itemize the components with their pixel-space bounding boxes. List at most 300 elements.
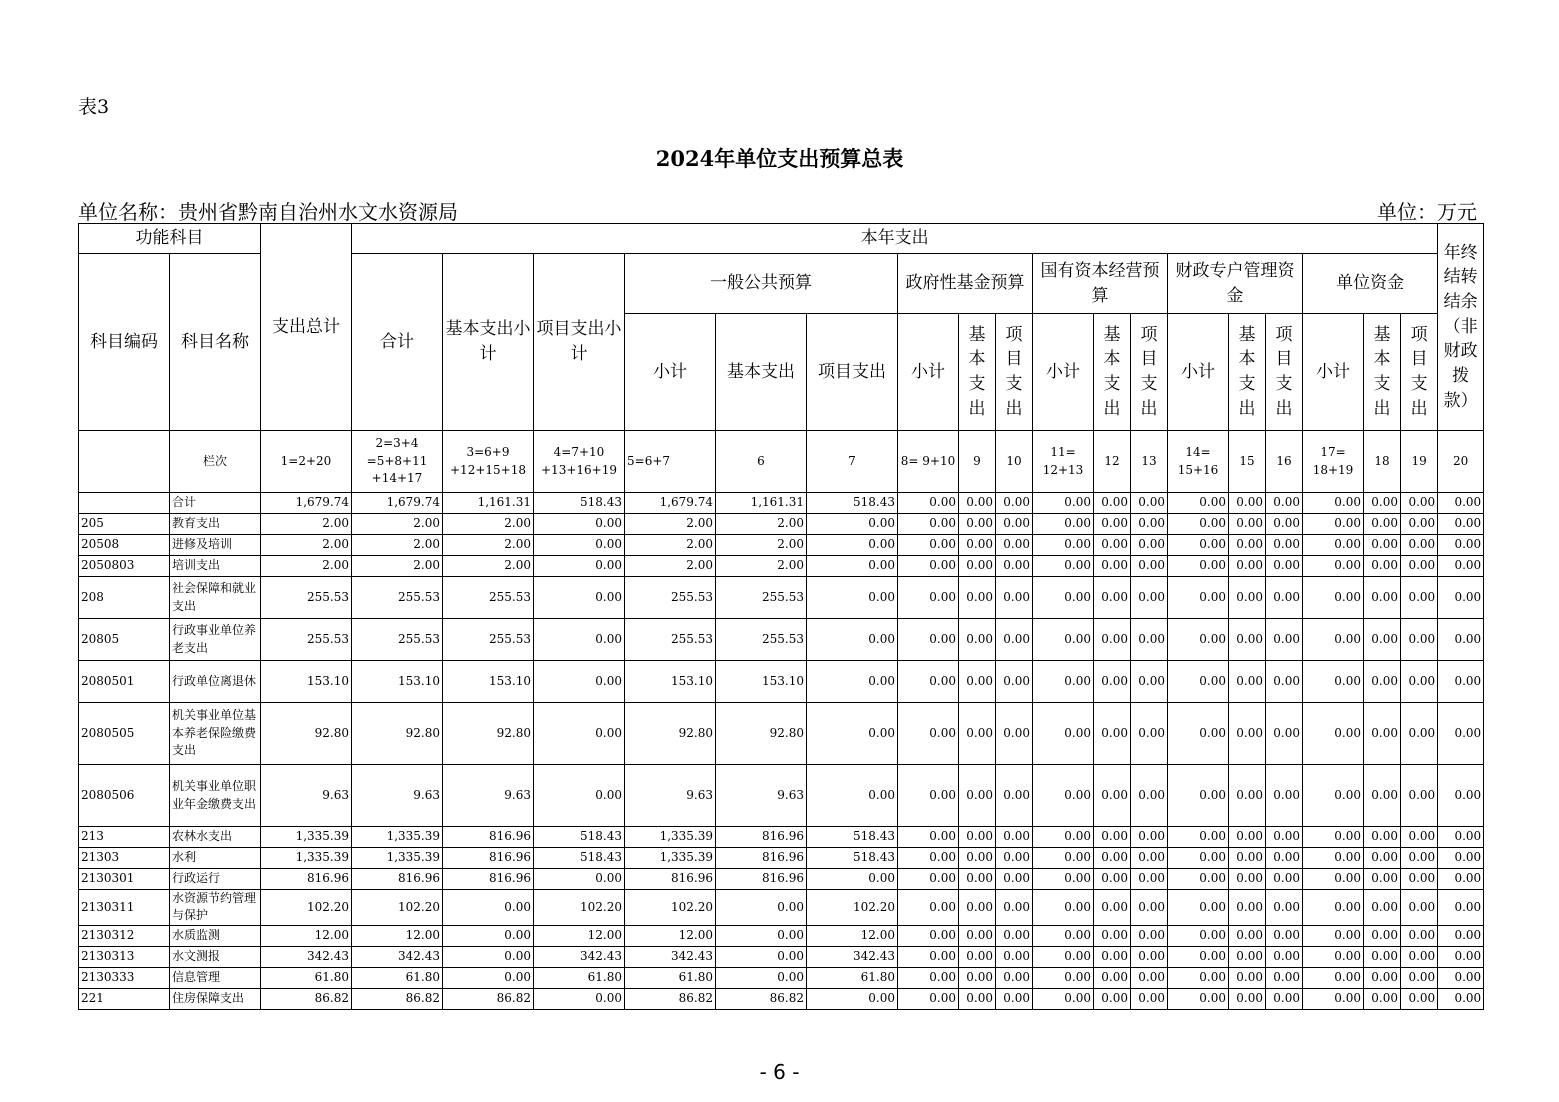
- header-subtotal: 小计: [1033, 314, 1094, 431]
- subject-name-cell: 社会保障和就业支出: [170, 577, 261, 619]
- subject-name-cell: 住房保障支出: [170, 988, 261, 1009]
- amount-cell: 0.00: [1229, 988, 1266, 1009]
- amount-cell: 816.96: [716, 848, 807, 869]
- amount-cell: 0.00: [807, 514, 898, 535]
- amount-cell: 0.00: [807, 535, 898, 556]
- amount-cell: 255.53: [352, 577, 443, 619]
- amount-cell: 0.00: [898, 890, 959, 926]
- amount-cell: 12.00: [352, 925, 443, 946]
- amount-cell: 0.00: [1094, 765, 1131, 827]
- column-number: 2=3+4 =5+8+11 +14+17: [352, 431, 443, 493]
- table-row: [79, 946, 1484, 967]
- amount-cell: 0.00: [534, 514, 625, 535]
- amount-cell: 0.00: [1094, 493, 1131, 514]
- amount-cell: 153.10: [716, 661, 807, 703]
- amount-cell: 255.53: [261, 577, 352, 619]
- amount-cell: 153.10: [443, 661, 534, 703]
- column-number: 13: [1131, 431, 1168, 493]
- amount-cell: 0.00: [534, 661, 625, 703]
- column-number-row: [79, 431, 1484, 493]
- amount-cell: 2.00: [625, 556, 716, 577]
- amount-cell: 0.00: [534, 619, 625, 661]
- amount-cell: 0.00: [1438, 703, 1484, 765]
- amount-cell: 342.43: [807, 946, 898, 967]
- amount-cell: 0.00: [1131, 661, 1168, 703]
- amount-cell: 0.00: [807, 661, 898, 703]
- amount-cell: 0.00: [1303, 535, 1364, 556]
- amount-cell: 2.00: [261, 535, 352, 556]
- amount-cell: 0.00: [1401, 765, 1438, 827]
- amount-cell: 0.00: [1229, 493, 1266, 514]
- amount-cell: 0.00: [807, 577, 898, 619]
- amount-cell: 153.10: [261, 661, 352, 703]
- amount-cell: 255.53: [716, 577, 807, 619]
- amount-cell: 0.00: [534, 988, 625, 1009]
- amount-cell: 0.00: [1033, 946, 1094, 967]
- amount-cell: 0.00: [898, 577, 959, 619]
- table-row: [79, 556, 1484, 577]
- amount-cell: 1,161.31: [443, 493, 534, 514]
- amount-cell: 2.00: [716, 556, 807, 577]
- amount-cell: 0.00: [1033, 869, 1094, 890]
- subject-name-cell: 水质监测: [170, 925, 261, 946]
- amount-cell: 0.00: [1094, 556, 1131, 577]
- amount-cell: 0.00: [1131, 514, 1168, 535]
- amount-cell: 153.10: [352, 661, 443, 703]
- amount-cell: 9.63: [443, 765, 534, 827]
- subject-name-cell: 教育支出: [170, 514, 261, 535]
- amount-cell: 0.00: [996, 703, 1033, 765]
- amount-cell: 0.00: [959, 577, 996, 619]
- amount-cell: 0.00: [1266, 848, 1303, 869]
- amount-cell: 0.00: [1266, 967, 1303, 988]
- amount-cell: 518.43: [807, 493, 898, 514]
- table-row: [79, 925, 1484, 946]
- amount-cell: 0.00: [959, 869, 996, 890]
- amount-cell: 255.53: [443, 619, 534, 661]
- amount-cell: 0.00: [1364, 703, 1401, 765]
- unit-label: 单位：万元: [1377, 200, 1477, 224]
- amount-cell: 0.00: [898, 703, 959, 765]
- amount-cell: 0.00: [1229, 535, 1266, 556]
- amount-cell: 0.00: [1303, 848, 1364, 869]
- amount-cell: 0.00: [1168, 619, 1229, 661]
- header-unit-funds: 单位资金: [1303, 254, 1438, 314]
- amount-cell: 0.00: [443, 967, 534, 988]
- amount-cell: 518.43: [534, 493, 625, 514]
- subject-name-cell: 农林水支出: [170, 827, 261, 848]
- table-row: [79, 703, 1484, 765]
- amount-cell: 92.80: [352, 703, 443, 765]
- amount-cell: 2.00: [443, 535, 534, 556]
- amount-cell: 0.00: [1094, 703, 1131, 765]
- header-subtotal: 小计: [625, 314, 716, 431]
- amount-cell: 0.00: [1094, 890, 1131, 926]
- amount-cell: 0.00: [959, 765, 996, 827]
- table-row: [79, 493, 1484, 514]
- amount-cell: 0.00: [1438, 869, 1484, 890]
- table-body: [79, 493, 1484, 1010]
- amount-cell: 0.00: [996, 619, 1033, 661]
- column-number: 8= 9+10: [898, 431, 959, 493]
- amount-cell: 0.00: [1168, 535, 1229, 556]
- amount-cell: 0.00: [1094, 577, 1131, 619]
- amount-cell: 0.00: [1168, 827, 1229, 848]
- amount-cell: 0.00: [1168, 556, 1229, 577]
- header-subtotal: 小计: [1168, 314, 1229, 431]
- header-basic: 基本支出: [716, 314, 807, 431]
- amount-cell: 2.00: [352, 556, 443, 577]
- amount-cell: 0.00: [1303, 661, 1364, 703]
- amount-cell: 0.00: [1364, 661, 1401, 703]
- amount-cell: 0.00: [1401, 890, 1438, 926]
- amount-cell: 0.00: [1401, 535, 1438, 556]
- amount-cell: 0.00: [1303, 493, 1364, 514]
- amount-cell: 0.00: [1266, 535, 1303, 556]
- amount-cell: 0.00: [1131, 827, 1168, 848]
- amount-cell: 0.00: [1094, 661, 1131, 703]
- amount-cell: 153.10: [625, 661, 716, 703]
- amount-cell: 2.00: [716, 514, 807, 535]
- amount-cell: 0.00: [1229, 577, 1266, 619]
- amount-cell: 0.00: [443, 925, 534, 946]
- amount-cell: 0.00: [1033, 703, 1094, 765]
- amount-cell: 0.00: [1168, 890, 1229, 926]
- unit-name: 单位名称：贵州省黔南自治州水文水资源局: [78, 200, 458, 224]
- amount-cell: 102.20: [352, 890, 443, 926]
- budget-table: [78, 223, 1484, 1010]
- amount-cell: 1,335.39: [352, 827, 443, 848]
- amount-cell: 0.00: [1438, 661, 1484, 703]
- amount-cell: 0.00: [1229, 967, 1266, 988]
- amount-cell: 0.00: [1168, 765, 1229, 827]
- amount-cell: 0.00: [898, 988, 959, 1009]
- column-number: 3=6+9 +12+15+18: [443, 431, 534, 493]
- amount-cell: 61.80: [261, 967, 352, 988]
- amount-cell: 9.63: [261, 765, 352, 827]
- amount-cell: 0.00: [1401, 556, 1438, 577]
- amount-cell: 0.00: [996, 514, 1033, 535]
- amount-cell: 0.00: [959, 827, 996, 848]
- amount-cell: 0.00: [996, 869, 1033, 890]
- amount-cell: 61.80: [534, 967, 625, 988]
- amount-cell: 816.96: [443, 848, 534, 869]
- amount-cell: 0.00: [959, 988, 996, 1009]
- amount-cell: 0.00: [1229, 514, 1266, 535]
- amount-cell: 0.00: [1229, 703, 1266, 765]
- amount-cell: 0.00: [1303, 869, 1364, 890]
- amount-cell: 0.00: [1401, 619, 1438, 661]
- amount-cell: 0.00: [1168, 967, 1229, 988]
- column-number: 5=6+7: [625, 431, 716, 493]
- amount-cell: 2.00: [352, 514, 443, 535]
- amount-cell: 0.00: [1401, 703, 1438, 765]
- amount-cell: 816.96: [716, 869, 807, 890]
- amount-cell: 0.00: [959, 514, 996, 535]
- amount-cell: 0.00: [996, 988, 1033, 1009]
- amount-cell: 1,335.39: [352, 848, 443, 869]
- subject-name-cell: 机关事业单位职业年金缴费支出: [170, 765, 261, 827]
- header-general-budget: 一般公共预算: [625, 254, 898, 314]
- column-number: 9: [959, 431, 996, 493]
- amount-cell: 0.00: [1229, 556, 1266, 577]
- table-row: [79, 535, 1484, 556]
- amount-cell: 0.00: [716, 946, 807, 967]
- amount-cell: 0.00: [1364, 535, 1401, 556]
- amount-cell: 12.00: [534, 925, 625, 946]
- amount-cell: 0.00: [1401, 577, 1438, 619]
- amount-cell: 0.00: [1438, 535, 1484, 556]
- amount-cell: 0.00: [1033, 535, 1094, 556]
- amount-cell: 0.00: [898, 514, 959, 535]
- amount-cell: 0.00: [959, 556, 996, 577]
- amount-cell: 0.00: [1364, 493, 1401, 514]
- amount-cell: 0.00: [996, 827, 1033, 848]
- amount-cell: 86.82: [443, 988, 534, 1009]
- amount-cell: 0.00: [1033, 988, 1094, 1009]
- amount-cell: 0.00: [1229, 925, 1266, 946]
- amount-cell: 0.00: [1266, 577, 1303, 619]
- subject-name-cell: 行政单位离退休: [170, 661, 261, 703]
- amount-cell: 0.00: [898, 661, 959, 703]
- amount-cell: 12.00: [807, 925, 898, 946]
- amount-cell: 255.53: [625, 619, 716, 661]
- header-current-year: 本年支出: [352, 224, 1438, 254]
- amount-cell: 0.00: [1131, 619, 1168, 661]
- subject-name-cell: 水文测报: [170, 946, 261, 967]
- amount-cell: 0.00: [443, 890, 534, 926]
- amount-cell: 0.00: [1094, 988, 1131, 1009]
- header-gov-fund-budget: 政府性基金预算: [898, 254, 1033, 314]
- amount-cell: 0.00: [1364, 765, 1401, 827]
- amount-cell: 1,679.74: [352, 493, 443, 514]
- amount-cell: 0.00: [1401, 848, 1438, 869]
- amount-cell: 0.00: [534, 703, 625, 765]
- amount-cell: 0.00: [1401, 661, 1438, 703]
- header-subject-code: 科目编码: [79, 254, 170, 431]
- amount-cell: 0.00: [1303, 946, 1364, 967]
- amount-cell: 0.00: [1131, 925, 1168, 946]
- amount-cell: 0.00: [1303, 827, 1364, 848]
- amount-cell: 0.00: [1438, 514, 1484, 535]
- amount-cell: 0.00: [1131, 493, 1168, 514]
- amount-cell: 0.00: [807, 703, 898, 765]
- column-number: 17= 18+19: [1303, 431, 1364, 493]
- amount-cell: 0.00: [1364, 890, 1401, 926]
- amount-cell: 86.82: [716, 988, 807, 1009]
- amount-cell: 0.00: [1303, 765, 1364, 827]
- subject-code-cell: [79, 493, 170, 514]
- amount-cell: 0.00: [898, 619, 959, 661]
- amount-cell: 816.96: [625, 869, 716, 890]
- column-number: 12: [1094, 431, 1131, 493]
- amount-cell: 0.00: [1229, 827, 1266, 848]
- amount-cell: 0.00: [534, 765, 625, 827]
- amount-cell: 0.00: [1131, 577, 1168, 619]
- header-subtotal: 小计: [1303, 314, 1364, 431]
- amount-cell: 0.00: [1131, 765, 1168, 827]
- subject-code-cell: 2080501: [79, 661, 170, 703]
- amount-cell: 2.00: [352, 535, 443, 556]
- amount-cell: 0.00: [807, 556, 898, 577]
- amount-cell: 0.00: [1401, 514, 1438, 535]
- amount-cell: 0.00: [1303, 619, 1364, 661]
- amount-cell: 0.00: [1033, 967, 1094, 988]
- amount-cell: 0.00: [1131, 988, 1168, 1009]
- header-project: 项目支出: [807, 314, 898, 431]
- header-basic: 基本支出: [1364, 314, 1401, 431]
- amount-cell: 0.00: [1131, 848, 1168, 869]
- amount-cell: 0.00: [1033, 556, 1094, 577]
- amount-cell: 0.00: [996, 556, 1033, 577]
- table-row: [79, 514, 1484, 535]
- subject-name-cell: 合计: [170, 493, 261, 514]
- amount-cell: 0.00: [1168, 869, 1229, 890]
- subject-code-cell: 213: [79, 827, 170, 848]
- amount-cell: 0.00: [996, 890, 1033, 926]
- amount-cell: 0.00: [1229, 661, 1266, 703]
- amount-cell: 518.43: [807, 827, 898, 848]
- header-subject-name: 科目名称: [170, 254, 261, 431]
- amount-cell: 0.00: [959, 848, 996, 869]
- amount-cell: 0.00: [1266, 827, 1303, 848]
- amount-cell: 1,335.39: [625, 848, 716, 869]
- column-number: 6: [716, 431, 807, 493]
- amount-cell: 0.00: [1131, 869, 1168, 890]
- amount-cell: 342.43: [261, 946, 352, 967]
- amount-cell: 0.00: [1303, 925, 1364, 946]
- amount-cell: 0.00: [1401, 869, 1438, 890]
- amount-cell: 9.63: [625, 765, 716, 827]
- amount-cell: 61.80: [625, 967, 716, 988]
- amount-cell: 0.00: [959, 890, 996, 926]
- column-number: 7: [807, 431, 898, 493]
- subject-code-cell: 2050803: [79, 556, 170, 577]
- amount-cell: 1,679.74: [625, 493, 716, 514]
- amount-cell: 0.00: [959, 661, 996, 703]
- amount-cell: 0.00: [716, 967, 807, 988]
- amount-cell: 0.00: [1131, 967, 1168, 988]
- amount-cell: 0.00: [1094, 946, 1131, 967]
- amount-cell: 0.00: [898, 946, 959, 967]
- header-special-account: 财政专户管理资金: [1168, 254, 1303, 314]
- amount-cell: 0.00: [996, 967, 1033, 988]
- amount-cell: 0.00: [1168, 661, 1229, 703]
- amount-cell: 0.00: [1364, 577, 1401, 619]
- amount-cell: 0.00: [534, 869, 625, 890]
- subject-name-cell: 水资源节约管理与保护: [170, 890, 261, 926]
- page-number: - 6 -: [759, 1060, 800, 1084]
- amount-cell: 0.00: [1364, 946, 1401, 967]
- amount-cell: 0.00: [1303, 890, 1364, 926]
- amount-cell: 816.96: [261, 869, 352, 890]
- amount-cell: 12.00: [261, 925, 352, 946]
- amount-cell: 0.00: [959, 535, 996, 556]
- column-number: 19: [1401, 431, 1438, 493]
- table-row: [79, 967, 1484, 988]
- amount-cell: 0.00: [996, 577, 1033, 619]
- amount-cell: 0.00: [1131, 890, 1168, 926]
- amount-cell: 1,335.39: [625, 827, 716, 848]
- amount-cell: 0.00: [1303, 988, 1364, 1009]
- amount-cell: 342.43: [625, 946, 716, 967]
- amount-cell: 0.00: [1266, 946, 1303, 967]
- subject-code-cell: 2130301: [79, 869, 170, 890]
- amount-cell: 0.00: [1094, 869, 1131, 890]
- column-number-blank: [79, 431, 170, 493]
- amount-cell: 0.00: [1168, 988, 1229, 1009]
- amount-cell: 0.00: [1094, 535, 1131, 556]
- header-project: 项目支出: [1401, 314, 1438, 431]
- column-number: 20: [1438, 431, 1484, 493]
- amount-cell: 255.53: [352, 619, 443, 661]
- amount-cell: 0.00: [1438, 848, 1484, 869]
- amount-cell: 86.82: [625, 988, 716, 1009]
- amount-cell: 0.00: [1266, 765, 1303, 827]
- amount-cell: 0.00: [1131, 703, 1168, 765]
- amount-cell: 0.00: [1401, 988, 1438, 1009]
- header-basic: 基本支出: [959, 314, 996, 431]
- subject-code-cell: 20508: [79, 535, 170, 556]
- amount-cell: 92.80: [443, 703, 534, 765]
- amount-cell: 255.53: [625, 577, 716, 619]
- header-total-expenditure: 支出总计: [261, 224, 352, 431]
- amount-cell: 2.00: [625, 514, 716, 535]
- amount-cell: 0.00: [807, 869, 898, 890]
- amount-cell: 0.00: [1094, 514, 1131, 535]
- amount-cell: 0.00: [996, 946, 1033, 967]
- amount-cell: 0.00: [1438, 890, 1484, 926]
- amount-cell: 0.00: [1438, 493, 1484, 514]
- amount-cell: 0.00: [959, 493, 996, 514]
- amount-cell: 518.43: [534, 848, 625, 869]
- column-number: 4=7+10 +13+16+19: [534, 431, 625, 493]
- amount-cell: 0.00: [1094, 827, 1131, 848]
- amount-cell: 0.00: [1131, 556, 1168, 577]
- amount-cell: 0.00: [1401, 967, 1438, 988]
- amount-cell: 0.00: [1033, 827, 1094, 848]
- amount-cell: 0.00: [716, 890, 807, 926]
- header-project-subtotal: 项目支出小计: [534, 254, 625, 431]
- amount-cell: 0.00: [534, 577, 625, 619]
- table-row: [79, 890, 1484, 926]
- amount-cell: 9.63: [352, 765, 443, 827]
- amount-cell: 0.00: [1168, 925, 1229, 946]
- table-row: [79, 619, 1484, 661]
- amount-cell: 0.00: [959, 946, 996, 967]
- amount-cell: 0.00: [1229, 869, 1266, 890]
- amount-cell: 0.00: [1438, 988, 1484, 1009]
- amount-cell: 255.53: [716, 619, 807, 661]
- amount-cell: 0.00: [534, 556, 625, 577]
- amount-cell: 0.00: [1266, 556, 1303, 577]
- table-row: [79, 827, 1484, 848]
- amount-cell: 0.00: [1033, 619, 1094, 661]
- amount-cell: 0.00: [959, 925, 996, 946]
- amount-cell: 0.00: [1303, 556, 1364, 577]
- amount-cell: 0.00: [1364, 988, 1401, 1009]
- header-func-subject: 功能科目: [79, 224, 261, 254]
- amount-cell: 0.00: [807, 619, 898, 661]
- page-title: 2024年单位支出预算总表: [655, 146, 904, 171]
- amount-cell: 0.00: [996, 535, 1033, 556]
- amount-cell: 0.00: [1168, 946, 1229, 967]
- subject-code-cell: 2130333: [79, 967, 170, 988]
- amount-cell: 342.43: [352, 946, 443, 967]
- amount-cell: 0.00: [1266, 988, 1303, 1009]
- amount-cell: 0.00: [1033, 925, 1094, 946]
- subject-name-cell: 机关事业单位基本养老保险缴费支出: [170, 703, 261, 765]
